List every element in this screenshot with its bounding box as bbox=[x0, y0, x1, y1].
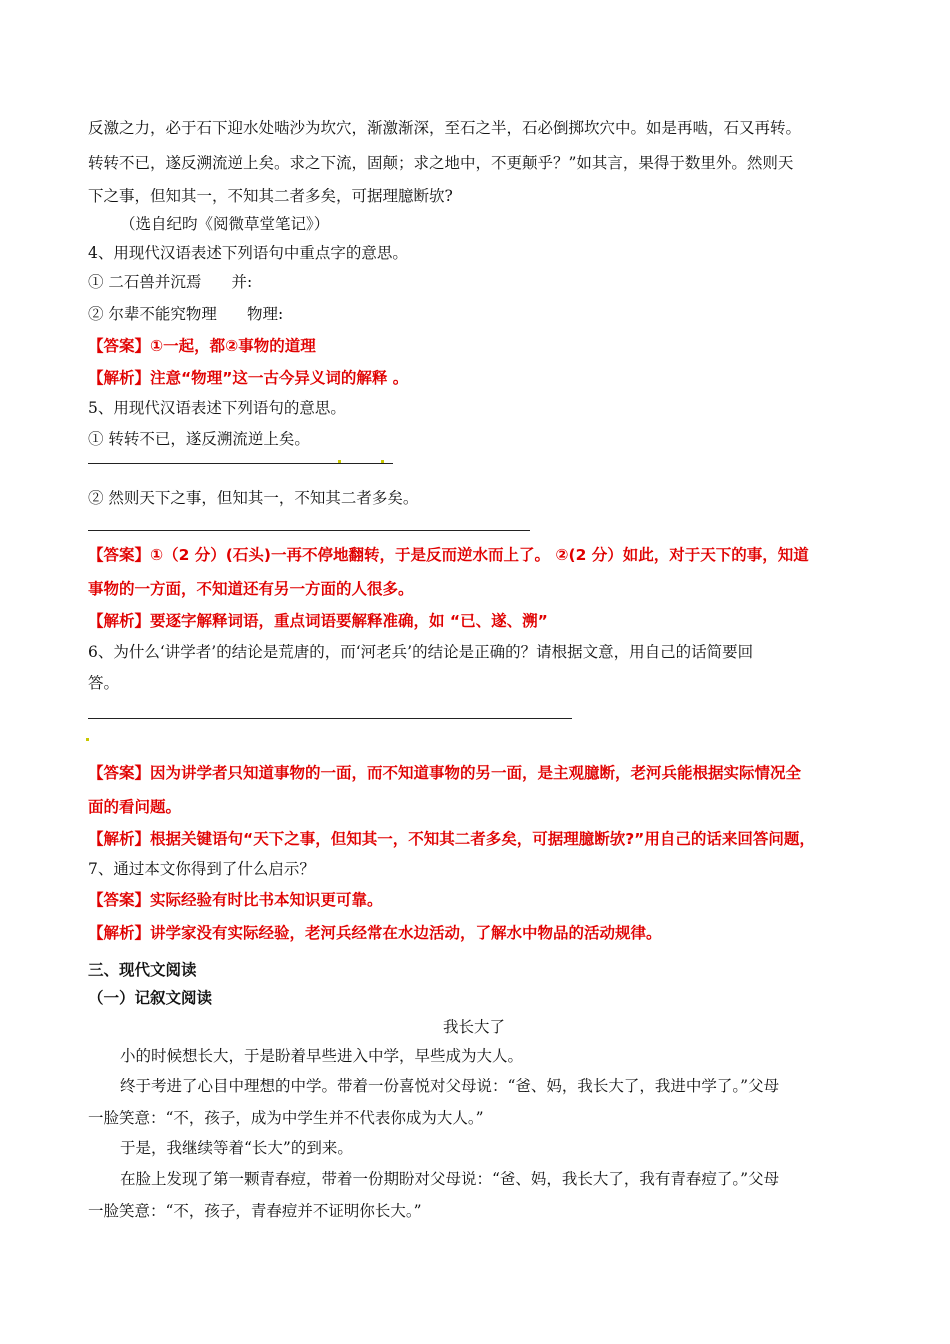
q4-question: 4、用现代汉语表述下列语句中重点字的意思。 bbox=[88, 244, 408, 262]
q5-answer: 事物的一方面，不知道还有另一方面的人很多。 bbox=[88, 580, 414, 598]
answer-line bbox=[88, 718, 572, 719]
q4-analysis: 【解析】注意“物理”这一古今异义词的解释 。 bbox=[88, 369, 409, 387]
q5-item2: ② 然则天下之事，但知其一，不知其二者多矣。 bbox=[88, 489, 419, 507]
article-paragraph: 在脸上发现了第一颗青春痘，带着一份期盼对父母说：“爸、妈，我长大了，我有青春痘了。”父母 bbox=[120, 1170, 780, 1188]
q4-item bbox=[88, 272, 252, 292]
passage-line: 反激之力，必于石下迎水处啮沙为坎穴，渐激渐深，至石之半，石必倒掷坎穴中。如是再啮，石又再转。 bbox=[88, 119, 802, 137]
q4-item2-text: ② 尔辈不能究物理 bbox=[88, 305, 217, 323]
q4-item1-key: 并: bbox=[231, 273, 253, 291]
mark-dot bbox=[381, 460, 384, 463]
q7-answer: 【答案】实际经验有时比书本知识更可靠。 bbox=[88, 891, 383, 909]
passage-line: 下之事，但知其一，不知其二者多矣，可据理臆断欤? bbox=[88, 187, 453, 205]
answer-line bbox=[88, 463, 393, 464]
q6-question: 答。 bbox=[88, 674, 120, 692]
answer-line bbox=[88, 530, 530, 531]
q4-item1-text: ① 二石兽并沉焉 bbox=[88, 273, 202, 291]
q7-analysis: 【解析】讲学家没有实际经验，老河兵经常在水边活动，了解水中物品的活动规律。 bbox=[88, 924, 662, 942]
q4-answer: 【答案】①一起，都②事物的道理 bbox=[88, 337, 316, 355]
q6-answer: 面的看问题。 bbox=[88, 798, 182, 816]
q7-question: 7、通过本文你得到了什么启示？ bbox=[88, 860, 315, 878]
article-paragraph: 小的时候想长大，于是盼着早些进入中学，早些成为大人。 bbox=[120, 1047, 524, 1065]
article-paragraph: 于是，我继续等着“长大”的到来。 bbox=[120, 1139, 353, 1157]
article-paragraph: 终于考进了心目中理想的中学。带着一份喜悦对父母说：“爸、妈，我长大了，我进中学了。”父母 bbox=[120, 1077, 780, 1095]
mark-dot bbox=[338, 460, 341, 463]
q5-analysis: 【解析】要逐字解释词语，重点词语要解释准确，如 “已、遂、溯” bbox=[88, 612, 548, 630]
q5-item1: ① 转转不已，遂反溯流逆上矣。 bbox=[88, 430, 310, 448]
passage-source: （选自纪昀《阅微草堂笔记》） bbox=[120, 215, 330, 233]
q5-question: 5、用现代汉语表述下列语句的意思。 bbox=[88, 399, 346, 417]
section-heading: 三、现代文阅读 bbox=[88, 961, 197, 979]
article-paragraph: 一脸笑意：“不，孩子，成为中学生并不代表你成为大人。” bbox=[88, 1109, 484, 1127]
article-paragraph: 一脸笑意：“不，孩子，青春痘并不证明你长大。” bbox=[88, 1202, 422, 1220]
q6-answer: 【答案】因为讲学者只知道事物的一面，而不知道事物的另一面，是主观臆断，老河兵能根据实际情况全 bbox=[88, 764, 802, 782]
q6-question: 6、为什么‘讲学者’的结论是荒唐的，而‘河老兵’的结论是正确的？请根据文意，用自己的话简要回 bbox=[88, 643, 754, 661]
passage-line: 转转不已，遂反溯流逆上矣。求之下流，固颠；求之地中，不更颠乎？”如其言，果得于数里外。然则天 bbox=[88, 154, 794, 172]
q5-answer: 【答案】①（2 分）(石头)一再不停地翻转，于是反而逆水而上了。 ②(2 分）如此，对于天下的事，知道 bbox=[88, 546, 809, 564]
mark-dot bbox=[86, 738, 89, 741]
section-subheading: （一）记叙文阅读 bbox=[88, 989, 213, 1007]
q6-analysis: 【解析】根据关键语句“天下之事，但知其一，不知其二者多矣，可据理臆断欤?”用自己的话来回答问题， bbox=[88, 830, 815, 848]
article-title: 我长大了 bbox=[443, 1018, 506, 1036]
q4-item2-key: 物理: bbox=[246, 305, 284, 323]
q4-item bbox=[88, 304, 283, 324]
